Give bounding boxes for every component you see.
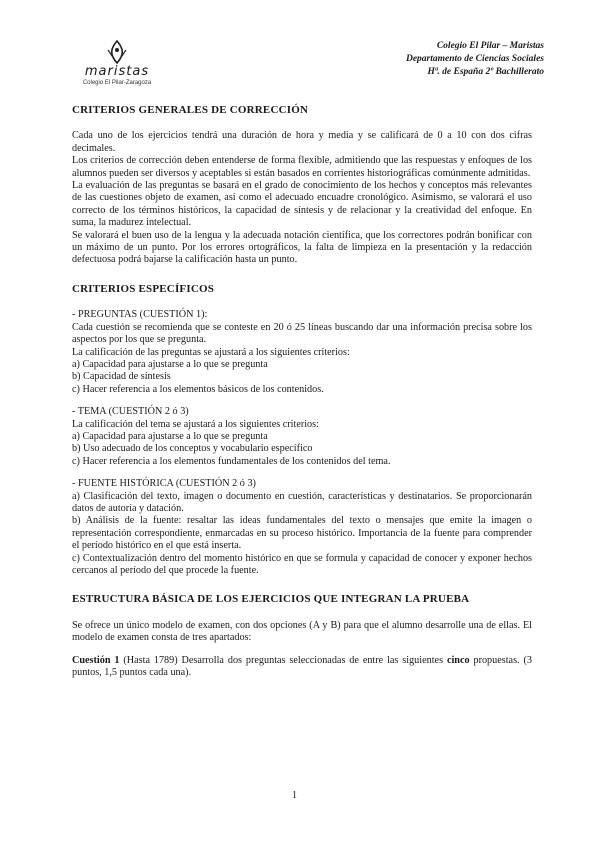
document-header (406, 40, 544, 79)
list-item: c) Contextualización dentro del momento histórico en que se formula y capacidad de conocer y exponer hechos cercanos al período del que procede la fuente. (72, 552, 532, 576)
fuente-label: - FUENTE HISTÓRICA (CUESTIÓN 2 ó 3) (72, 478, 256, 490)
list-item: a) Capacidad para ajustarse a lo que se pregunta (72, 358, 268, 370)
question-1-tail: propuestas. (3 puntos, 1,5 puntos cada una). (72, 654, 532, 679)
preguntas-intro: Cada cuestión se recomienda que se conteste en 20 ó 25 líneas buscando dar una información precisa sobre los aspectos por los que se pregunta. (72, 321, 532, 346)
header-school: Colegio El Pilar – Maristas (436, 41, 544, 51)
general-paragraph: Los criterios de corrección deben entenderse de forma flexible, admitiendo que las respuestas y enfoques de los alumnos pueden ser diversos y aceptables si están basados en corrientes historiográficas comúnmente admitidas. (72, 155, 532, 179)
list-item: a) Capacidad para ajustarse a lo que se pregunta (72, 430, 268, 442)
document-body (72, 104, 532, 679)
preguntas-label: - PREGUNTAS (CUESTIÓN 1): (72, 309, 208, 321)
logo-name: maristas (84, 64, 150, 79)
specific-criteria-heading: CRITERIOS ESPECÍFICOS (72, 282, 215, 295)
question-1-bold: cinco (446, 654, 470, 666)
page-number: 1 (292, 790, 297, 801)
general-criteria-heading: CRITERIOS GENERALES DE CORRECCIÓN (72, 104, 309, 116)
general-paragraph: La evaluación de las preguntas se basará en el grado de conocimiento de los hechos y conceptos más relevantes de las cuestiones objeto de examen, así como el adecuado encuadre cronológico. Asimismo, se valorará el uso correcto de los términos históricos, la capacidad de síntesis y de relacionar y la creatividad del enfoque. En suma, la madurez intelectual. (72, 180, 532, 229)
header-department: Departamento de Ciencias Sociales (405, 54, 544, 64)
tema-label: - TEMA (CUESTIÓN 2 ó 3) (72, 406, 189, 418)
list-item: b) Análisis de la fuente: resaltar las ideas fundamentales del texto o mensajes que emite la imagen o representación correspondiente, enmarcadas en su proceso histórico. Importancia de la fuente para comprender el período histórico en el que está inserta. (72, 515, 532, 552)
question-1-lead: Cuestión 1 (72, 654, 120, 666)
list-item: b) Capacidad de síntesis (72, 371, 171, 383)
maristas-logo (72, 38, 162, 86)
question-1-text: (Hasta 1789) Desarrolla dos preguntas seleccionadas de entre las siguientes (119, 654, 447, 666)
general-paragraph: Cada uno de los ejercicios tendrá una duración de hora y media y se calificará de 0 a 10 con dos cifras decimales. (72, 130, 532, 154)
tema-intro: La calificación del tema se ajustará a los siguientes criterios: (72, 418, 319, 430)
general-paragraph: Se valorará el buen uso de la lengua y la adecuada notación científica, que los correctores podrán bonificar con un máximo de un punto. Por los errores ortográficos, la falta de limpieza en la presentación y la redacción defectuosa podrá bajarse la calificación hasta un punto. (72, 229, 532, 266)
list-item: c) Hacer referencia a los elementos básicos de los contenidos. (72, 383, 324, 395)
list-item: a) Clasificación del texto, imagen o documento en cuestión, características y destinatarios. Se proporcionarán datos de autoría y datación. (72, 490, 532, 514)
structure-paragraph: Se ofrece un único modelo de examen, con dos opciones (A y B) para que el alumno desarrolle una de ellas. El modelo de examen consta de tres apartados: (72, 619, 532, 644)
preguntas-intro: La calificación de las preguntas se ajustará a los siguientes criterios: (72, 346, 350, 358)
question-1-paragraph (72, 655, 532, 680)
structure-heading: ESTRUCTURA BÁSICA DE LOS EJERCICIOS QUE INTEGRAN LA PRUEBA (72, 593, 470, 606)
header-course: Hª. de España 2º Bachillerato (427, 67, 544, 77)
maristas-emblem-icon (97, 38, 137, 66)
logo-subtitle: Colegio El Pilar-Zaragoza (82, 80, 152, 86)
list-item: c) Hacer referencia a los elementos fundamentales de los contenidos del tema. (72, 455, 391, 467)
list-item: b) Uso adecuado de los conceptos y vocabulario específico (72, 443, 313, 455)
